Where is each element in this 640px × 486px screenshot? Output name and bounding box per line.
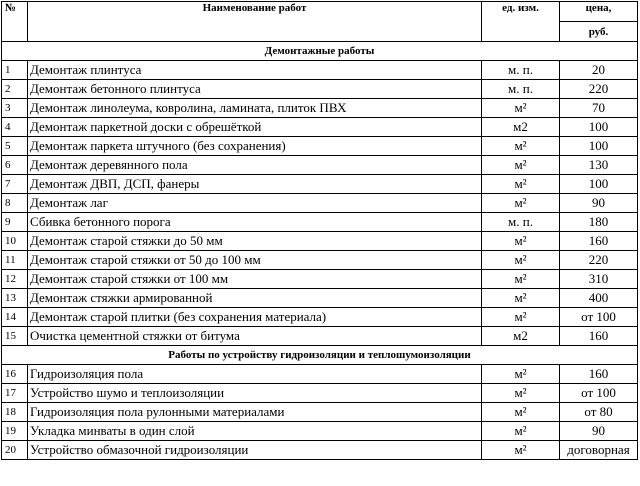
work-name: Демонтаж плинтуса [28,61,482,80]
header-price-line2: руб. [560,22,638,42]
section-title: Работы по устройству гидроизоляции и теплошумоизоляции [2,346,638,365]
table-row [2,403,638,422]
unit: м² [482,194,560,213]
price: 220 [560,251,638,270]
price: 90 [560,422,638,441]
header-name: Наименование работ [28,2,482,42]
work-name: Демонтаж старой стяжки до 50 мм [28,232,482,251]
unit: м. п. [482,213,560,232]
price: 310 [560,270,638,289]
work-name: Демонтаж линолеума, ковролина, ламината, плиток ПВХ [28,99,482,118]
price: 100 [560,118,638,137]
row-number: 16 [2,365,28,384]
unit: м² [482,365,560,384]
row-number: 3 [2,99,28,118]
row-number: 20 [2,441,28,460]
row-number: 7 [2,175,28,194]
work-name: Устройство обмазочной гидроизоляции [28,441,482,460]
price: 400 [560,289,638,308]
header-unit: ед. изм. [482,2,560,42]
table-row [2,384,638,403]
row-number: 18 [2,403,28,422]
section-title: Демонтажные работы [2,42,638,61]
table-body [2,42,638,460]
row-number: 4 [2,118,28,137]
price: 70 [560,99,638,118]
price: 180 [560,213,638,232]
table-row [2,327,638,346]
price: 160 [560,327,638,346]
row-number: 9 [2,213,28,232]
table-row [2,118,638,137]
table-row [2,289,638,308]
row-number: 12 [2,270,28,289]
price-table [1,1,638,460]
row-number: 8 [2,194,28,213]
table-row [2,251,638,270]
work-name: Демонтаж лаг [28,194,482,213]
unit: м² [482,308,560,327]
price: 20 [560,61,638,80]
table-row [2,422,638,441]
table-row [2,308,638,327]
work-name: Демонтаж паркетной доски с обрешёткой [28,118,482,137]
header-price-line1: цена, [560,2,638,22]
row-number: 5 [2,137,28,156]
row-number: 13 [2,289,28,308]
unit: м² [482,403,560,422]
unit: м² [482,441,560,460]
price: договорная [560,441,638,460]
work-name: Очистка цементной стяжки от битума [28,327,482,346]
unit: м. п. [482,61,560,80]
unit: м² [482,251,560,270]
header-row [2,2,638,22]
row-number: 14 [2,308,28,327]
row-number: 10 [2,232,28,251]
work-name: Демонтаж бетонного плинтуса [28,80,482,99]
price: 100 [560,175,638,194]
table-row [2,365,638,384]
section-header-row [2,42,638,61]
work-name: Гидроизоляция пола рулонными материалами [28,403,482,422]
price: 220 [560,80,638,99]
table-row [2,441,638,460]
row-number: 19 [2,422,28,441]
row-number: 17 [2,384,28,403]
unit: м² [482,175,560,194]
price: 100 [560,137,638,156]
row-number: 6 [2,156,28,175]
unit: м² [482,137,560,156]
unit: м² [482,99,560,118]
unit: м² [482,232,560,251]
header-num: № [2,2,28,42]
work-name: Гидроизоляция пола [28,365,482,384]
table-row [2,232,638,251]
unit: м. п. [482,80,560,99]
work-name: Демонтаж паркета штучного (без сохранения) [28,137,482,156]
unit: м² [482,270,560,289]
table-row [2,270,638,289]
table-row [2,80,638,99]
price: от 100 [560,384,638,403]
table-row [2,61,638,80]
row-number: 2 [2,80,28,99]
work-name: Укладка минваты в один слой [28,422,482,441]
row-number: 11 [2,251,28,270]
work-name: Устройство шумо и теплоизоляции [28,384,482,403]
row-number: 1 [2,61,28,80]
unit: м2 [482,118,560,137]
work-name: Демонтаж старой стяжки от 50 до 100 мм [28,251,482,270]
work-name: Демонтаж старой стяжки от 100 мм [28,270,482,289]
table-row [2,175,638,194]
unit: м² [482,422,560,441]
table-row [2,156,638,175]
price: 160 [560,365,638,384]
section-header-row [2,346,638,365]
table-row [2,99,638,118]
unit: м2 [482,327,560,346]
unit: м² [482,289,560,308]
price: 160 [560,232,638,251]
unit: м² [482,156,560,175]
table-row [2,194,638,213]
row-number: 15 [2,327,28,346]
work-name: Демонтаж деревянного пола [28,156,482,175]
table-row [2,137,638,156]
work-name: Сбивка бетонного порога [28,213,482,232]
unit: м² [482,384,560,403]
price: 90 [560,194,638,213]
price: от 80 [560,403,638,422]
work-name: Демонтаж ДВП, ДСП, фанеры [28,175,482,194]
price: 130 [560,156,638,175]
work-name: Демонтаж стяжки армированной [28,289,482,308]
table-row [2,213,638,232]
work-name: Демонтаж старой плитки (без сохранения материала) [28,308,482,327]
price: от 100 [560,308,638,327]
